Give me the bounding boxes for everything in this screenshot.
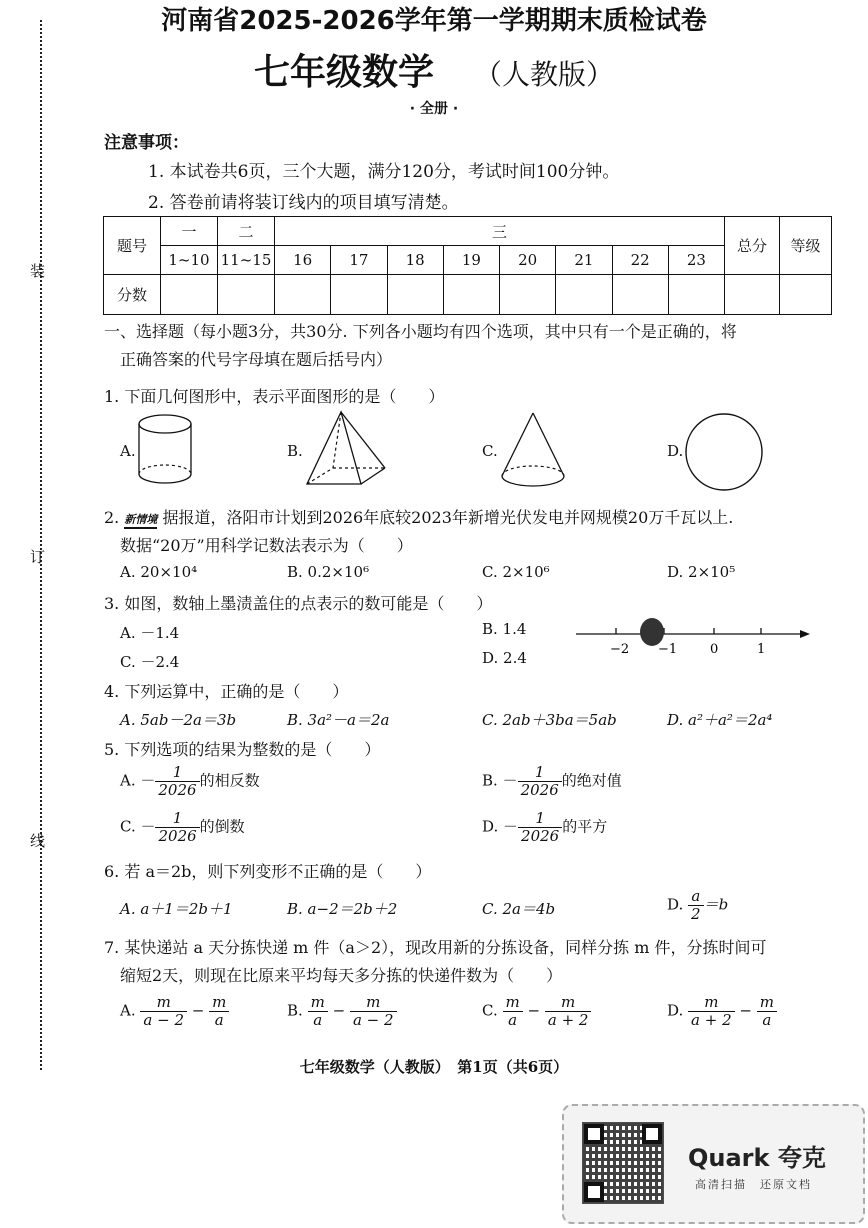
numerator: m xyxy=(545,994,592,1012)
binding-char-xian: 线 xyxy=(30,832,46,850)
fraction xyxy=(308,994,328,1029)
quark-tagline: 高清扫描 还原文档 xyxy=(695,1178,812,1191)
volume-label: · 全册 · xyxy=(409,101,459,117)
option-prefix: D. xyxy=(667,895,684,914)
q4-stem: 4. 下列运算中，正确的是（ ） xyxy=(104,682,349,701)
q4-option-a[interactable]: A. 5ab－2a＝3b xyxy=(120,711,237,729)
score-cell[interactable] xyxy=(780,275,832,315)
numerator: m xyxy=(350,994,397,1012)
quark-brand: Quark 夸克 xyxy=(688,1144,826,1172)
denominator: a + 2 xyxy=(547,1011,589,1029)
pyramid-figure xyxy=(303,410,389,488)
fraction xyxy=(518,810,562,845)
fraction xyxy=(545,994,592,1029)
score-cell[interactable] xyxy=(668,275,724,315)
option-prefix: D. － xyxy=(482,817,519,836)
numerator: m xyxy=(308,994,328,1012)
q1-option-c[interactable]: C. xyxy=(482,442,498,460)
q-num-cell: 17 xyxy=(331,246,387,275)
q5-stem: 5. 下列选项的结果为整数的是（ ） xyxy=(104,740,381,759)
q-num-cell: 19 xyxy=(443,246,499,275)
denominator: 2 xyxy=(691,905,701,923)
q1-stem: 1. 下面几何图形中，表示平面图形的是（ ） xyxy=(104,387,445,406)
q2-option-a[interactable]: A. 20×10⁴ xyxy=(120,563,198,581)
binding-char-ding: 订 xyxy=(30,548,46,566)
numerator: m xyxy=(757,994,777,1012)
notice-item-1: 1. 本试卷共6页，三个大题，满分120分，考试时间100分钟。 xyxy=(148,162,620,182)
score-cell[interactable] xyxy=(275,275,331,315)
q6-option-b[interactable]: B. a−2＝2b＋2 xyxy=(287,900,398,918)
numerator: m xyxy=(503,994,523,1012)
denominator: a xyxy=(762,1011,772,1029)
q-num-cell: 21 xyxy=(556,246,612,275)
q7-line1: 7. 某快递站 a 天分拣快递 m 件（a＞2），现改用新的分拣设备，同样分拣 m 件，分拣时间可 xyxy=(104,938,767,957)
number-line-figure xyxy=(572,612,817,660)
q3-stem: 3. 如图，数轴上墨渍盖住的点表示的数可能是（ ） xyxy=(104,594,493,613)
q-num-cell: 18 xyxy=(387,246,443,275)
score-cell[interactable] xyxy=(443,275,499,315)
minus-sign: − xyxy=(191,1001,205,1020)
numerator: m xyxy=(688,994,735,1012)
denominator: a − 2 xyxy=(143,1011,184,1029)
score-table xyxy=(103,216,832,315)
q1-option-a[interactable]: A. xyxy=(120,442,136,460)
option-suffix: 的平方 xyxy=(562,817,608,836)
score-cell[interactable] xyxy=(500,275,556,315)
circle-figure xyxy=(684,412,764,492)
qr-finder-icon xyxy=(584,1124,604,1144)
option-prefix: C. xyxy=(482,1001,498,1020)
option-suffix: 的绝对值 xyxy=(561,771,622,790)
numerator: a xyxy=(688,888,704,906)
score-cell[interactable] xyxy=(556,275,612,315)
range-11-15: 11~15 xyxy=(218,246,275,275)
q1-option-d[interactable]: D. xyxy=(667,442,684,460)
fraction xyxy=(155,764,199,799)
q5-option-a[interactable] xyxy=(120,764,260,799)
option-prefix: B. － xyxy=(482,771,518,790)
option-prefix: A. xyxy=(120,1001,136,1020)
q4-option-d[interactable]: D. a²＋a²＝2a⁴ xyxy=(667,711,773,729)
denominator: 2026 xyxy=(158,827,197,845)
score-cell[interactable] xyxy=(161,275,218,315)
q2-option-d[interactable]: D. 2×10⁵ xyxy=(667,563,736,581)
sec1-header: 一 xyxy=(161,217,218,246)
fraction xyxy=(503,994,523,1029)
notice-item-2: 2. 答卷前请将装订线内的项目填写清楚。 xyxy=(148,193,459,213)
section1-line2: 正确答案的代号字母填在题后括号内） xyxy=(120,350,393,369)
fraction xyxy=(757,994,777,1029)
q2-line1 xyxy=(104,505,733,529)
qr-finder-icon xyxy=(642,1124,662,1144)
tick-label: −1 xyxy=(658,642,678,657)
numerator: 1 xyxy=(155,810,199,828)
q2-option-c[interactable]: C. 2×10⁶ xyxy=(482,563,550,581)
q7-option-d[interactable] xyxy=(667,994,777,1029)
option-prefix: C. － xyxy=(120,817,156,836)
range-1-10: 1~10 xyxy=(161,246,218,275)
q2-line2: 数据“20万”用科学记数法表示为（ ） xyxy=(120,536,413,555)
edition-label: （人教版） xyxy=(474,58,615,91)
denominator: a + 2 xyxy=(691,1011,732,1029)
subject-title: 七年级数学 xyxy=(253,52,434,93)
numerator: m xyxy=(140,994,187,1012)
q7-line2: 缩短2天，则现在比原来平均每天多分拣的快递件数为（ ） xyxy=(120,966,563,985)
q-num-cell: 16 xyxy=(275,246,331,275)
option-suffix: ＝b xyxy=(703,895,729,914)
section1-instructions xyxy=(104,318,834,374)
tick-label: −2 xyxy=(610,642,630,657)
cylinder-figure xyxy=(137,412,195,488)
minus-sign: − xyxy=(527,1001,541,1020)
q4-option-b[interactable]: B. 3a²－a＝2a xyxy=(287,711,390,729)
fraction xyxy=(688,994,735,1029)
exam-title-main xyxy=(0,44,868,95)
q2-option-b[interactable]: B. 0.2×10⁶ xyxy=(287,563,370,581)
denominator: a xyxy=(214,1011,224,1029)
minus-sign: − xyxy=(332,1001,346,1020)
option-prefix: B. xyxy=(287,1001,303,1020)
qr-finder-icon xyxy=(584,1182,604,1202)
q2-text1: 据报道，洛阳市计划到2026年底较2023年新增光伏发电并网规模20万千瓦以上. xyxy=(162,508,734,527)
q5-option-c[interactable] xyxy=(120,810,245,845)
sec3-header: 三 xyxy=(275,217,725,246)
denominator: 2026 xyxy=(520,781,559,799)
q3-option-b[interactable]: B. 1.4 xyxy=(482,620,527,638)
score-cell[interactable] xyxy=(331,275,387,315)
q-label-cell: 题号 xyxy=(104,217,161,275)
minus-sign: − xyxy=(739,1001,752,1020)
q-num-cell: 20 xyxy=(500,246,556,275)
fraction xyxy=(688,888,704,923)
q7-option-b[interactable] xyxy=(287,994,397,1029)
binding-char-zhuang: 装 xyxy=(30,262,46,280)
binding-dotted-line xyxy=(40,20,42,1070)
score-label-cell: 分数 xyxy=(104,275,161,315)
score-cell[interactable] xyxy=(387,275,443,315)
q2-number: 2. xyxy=(104,508,120,527)
score-cell[interactable] xyxy=(725,275,780,315)
denominator: 2026 xyxy=(158,781,197,799)
numerator: 1 xyxy=(518,810,562,828)
q3-option-d[interactable]: D. 2.4 xyxy=(482,649,527,667)
q6-option-a[interactable]: A. a＋1＝2b＋1 xyxy=(120,900,233,918)
tick-label: 0 xyxy=(710,642,719,657)
q4-option-c[interactable]: C. 2ab＋3ba＝5ab xyxy=(482,711,617,729)
q5-option-b[interactable] xyxy=(482,764,622,799)
q6-option-d[interactable] xyxy=(667,888,728,923)
tick-label: 1 xyxy=(757,642,766,657)
option-prefix: A. － xyxy=(120,771,156,790)
fraction xyxy=(209,994,229,1029)
denominator: 2026 xyxy=(521,827,560,845)
sec2-header: 二 xyxy=(218,217,275,246)
numerator: 1 xyxy=(518,764,562,782)
q7-option-c[interactable] xyxy=(482,994,591,1029)
numerator: m xyxy=(209,994,229,1012)
cone-figure xyxy=(498,410,568,490)
fraction xyxy=(155,810,199,845)
denominator: a − 2 xyxy=(352,1011,394,1029)
q3-option-c[interactable]: C. －2.4 xyxy=(120,653,180,671)
notice-heading: 注意事项： xyxy=(104,133,189,153)
q1-option-b[interactable]: B. xyxy=(287,442,303,460)
option-prefix: D. xyxy=(667,1001,684,1020)
q-num-cell: 22 xyxy=(612,246,668,275)
section1-line1: 一、选择题（每小题3分，共30分. 下列各小题均有四个选项，其中只有一个是正确的，将 xyxy=(104,322,737,341)
fraction xyxy=(518,764,562,799)
q7-option-a[interactable] xyxy=(120,994,229,1029)
grade-header: 等级 xyxy=(780,217,832,275)
denominator: a xyxy=(508,1011,518,1029)
numerator: 1 xyxy=(155,764,199,782)
fraction xyxy=(140,994,187,1029)
score-cell[interactable] xyxy=(218,275,275,315)
q5-option-d[interactable] xyxy=(482,810,607,845)
exam-title-line1: 河南省2025-2026学年第一学期期末质检试卷 xyxy=(161,6,707,36)
q3-option-a[interactable]: A. －1.4 xyxy=(120,624,180,642)
q6-option-c[interactable]: C. 2a＝4b xyxy=(482,900,556,918)
new-context-badge: 新情境 xyxy=(124,511,157,529)
q-num-cell: 23 xyxy=(668,246,724,275)
total-header: 总分 xyxy=(725,217,780,275)
option-suffix: 的倒数 xyxy=(199,817,245,836)
fraction xyxy=(350,994,397,1029)
option-suffix: 的相反数 xyxy=(199,771,260,790)
page-footer: 七年级数学（人教版） 第1页（共6页） xyxy=(299,1058,569,1076)
score-cell[interactable] xyxy=(612,275,668,315)
denominator: a xyxy=(313,1011,323,1029)
q6-stem: 6. 若 a＝2b，则下列变形不正确的是（ ） xyxy=(104,862,432,881)
